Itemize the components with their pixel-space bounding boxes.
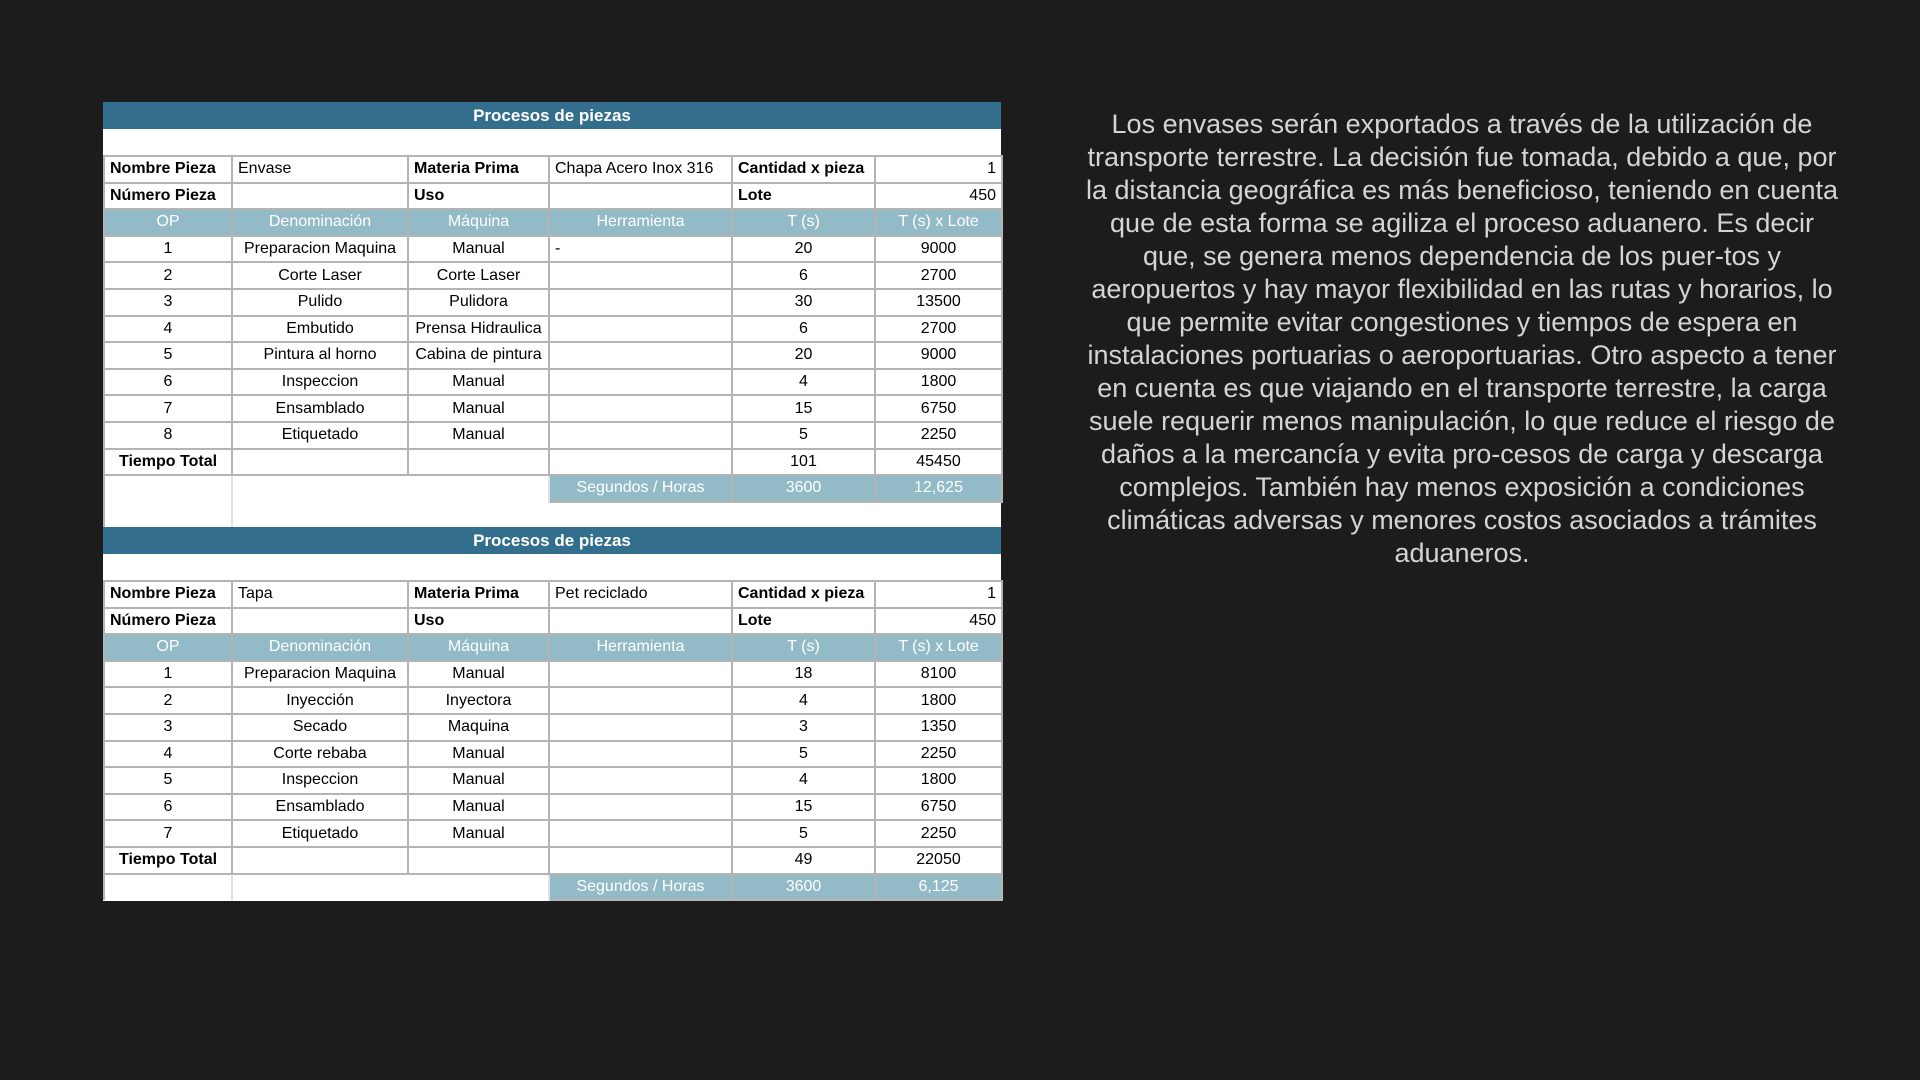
col-header-t-lote: T (s) x Lote xyxy=(875,209,1002,236)
info-row xyxy=(104,156,1002,183)
spacer xyxy=(103,129,1001,155)
cell-op: 8 xyxy=(104,422,232,449)
cell-op: 7 xyxy=(104,395,232,422)
cell-t: 6 xyxy=(732,262,875,289)
cell-denominacion: Corte rebaba xyxy=(232,741,408,768)
cell-denominacion: Embutido xyxy=(232,316,408,343)
empty-cell xyxy=(232,874,549,901)
cell-maquina: Manual xyxy=(408,661,549,688)
table-row xyxy=(104,741,1002,768)
table-row xyxy=(104,661,1002,688)
cell-op: 1 xyxy=(104,661,232,688)
numero-label: Número Pieza xyxy=(104,608,232,635)
table-row xyxy=(104,395,1002,422)
cell-t-lote: 13500 xyxy=(875,289,1002,316)
cell-denominacion: Etiquetado xyxy=(232,820,408,847)
cell-t: 4 xyxy=(732,687,875,714)
lote-label: Lote xyxy=(732,183,875,210)
table-row xyxy=(104,342,1002,369)
cell-herramienta xyxy=(549,262,732,289)
cell-op: 6 xyxy=(104,794,232,821)
empty-cell xyxy=(232,847,408,874)
cell-op: 3 xyxy=(104,714,232,741)
cell-herramienta xyxy=(549,422,732,449)
cell-t: 18 xyxy=(732,661,875,688)
cell-denominacion: Preparacion Maquina xyxy=(232,661,408,688)
cell-t: 4 xyxy=(732,767,875,794)
info-row xyxy=(104,608,1002,635)
lote-label: Lote xyxy=(732,608,875,635)
cell-maquina: Cabina de pintura xyxy=(408,342,549,369)
cell-t: 20 xyxy=(732,342,875,369)
cell-herramienta xyxy=(549,741,732,768)
cell-herramienta xyxy=(549,794,732,821)
col-header-herramienta: Herramienta xyxy=(549,209,732,236)
col-header-denominacion: Denominación xyxy=(232,634,408,661)
cell-maquina: Manual xyxy=(408,767,549,794)
empty-cell xyxy=(408,449,549,476)
cell-herramienta xyxy=(549,661,732,688)
cell-maquina: Manual xyxy=(408,369,549,396)
cell-op: 7 xyxy=(104,820,232,847)
cell-t-lote: 9000 xyxy=(875,236,1002,263)
lote-value: 450 xyxy=(875,183,1002,210)
cell-t: 15 xyxy=(732,395,875,422)
col-header-op: OP xyxy=(104,209,232,236)
table-row xyxy=(104,767,1002,794)
nombre-value: Tapa xyxy=(232,581,408,608)
cell-denominacion: Inspeccion xyxy=(232,369,408,396)
cell-op: 6 xyxy=(104,369,232,396)
cell-t-lote: 1800 xyxy=(875,767,1002,794)
cell-denominacion: Pulido xyxy=(232,289,408,316)
table-row xyxy=(104,289,1002,316)
materia-label: Materia Prima xyxy=(408,156,549,183)
table-row xyxy=(104,820,1002,847)
conversion-row xyxy=(104,874,1002,901)
cell-op: 5 xyxy=(104,342,232,369)
nombre-label: Nombre Pieza xyxy=(104,156,232,183)
total-row xyxy=(104,847,1002,874)
empty-cell xyxy=(104,475,232,502)
lote-value: 450 xyxy=(875,608,1002,635)
table-title: Procesos de piezas xyxy=(103,102,1001,129)
process-table-tapa xyxy=(103,527,1001,901)
conversion-hours: 12,625 xyxy=(875,475,1002,502)
table-title: Procesos de piezas xyxy=(103,527,1001,554)
cell-op: 2 xyxy=(104,687,232,714)
info-row xyxy=(104,183,1002,210)
cell-t-lote: 6750 xyxy=(875,395,1002,422)
col-header-maquina: Máquina xyxy=(408,634,549,661)
conversion-hours: 6,125 xyxy=(875,874,1002,901)
cell-maquina: Manual xyxy=(408,422,549,449)
spacer xyxy=(103,554,1001,580)
description-paragraph: Los envases serán exportados a través de la utilización de transporte terrestre. La decisión fue tomada, debido a que, por la distancia geográfica es más beneficioso, teniendo en cuenta que de esta forma se agiliza el proceso aduanero. Es decir que, se genera menos dependencia de los puer-tos y aeropuertos y hay mayor flexibilidad en las rutas y horarios, lo que permite evitar congestiones y tiempos de espera en instalaciones portuarias o aeroportuarias. Otro aspecto a tener en cuenta es que viajando en el transporte terrestre, la carga suele requerir menos manipulación, lo que reduce el riesgo de daños a la mercancía y evita pro-cesos de carga y descarga complejos. También hay menos exposición a condiciones climáticas adversas y menores costos asociados a trámites aduaneros. xyxy=(1086,109,1838,568)
empty-cell xyxy=(104,874,232,901)
spacer-row xyxy=(104,502,1002,529)
cell-herramienta xyxy=(549,369,732,396)
cell-herramienta xyxy=(549,395,732,422)
total-t-lote: 45450 xyxy=(875,449,1002,476)
materia-label: Materia Prima xyxy=(408,581,549,608)
total-t: 49 xyxy=(732,847,875,874)
cell-op: 2 xyxy=(104,262,232,289)
table-row xyxy=(104,369,1002,396)
total-t-lote: 22050 xyxy=(875,847,1002,874)
conversion-label: Segundos / Horas xyxy=(549,874,732,901)
cantidad-label: Cantidad x pieza xyxy=(732,156,875,183)
cell-maquina: Manual xyxy=(408,820,549,847)
cell-herramienta xyxy=(549,316,732,343)
column-header-row xyxy=(104,209,1002,236)
cell-t: 5 xyxy=(732,741,875,768)
table-row xyxy=(104,316,1002,343)
cell-maquina: Manual xyxy=(408,794,549,821)
process-grid xyxy=(103,580,1003,901)
cell-op: 4 xyxy=(104,316,232,343)
cell-herramienta xyxy=(549,767,732,794)
cell-t-lote: 2700 xyxy=(875,262,1002,289)
cell-maquina: Pulidora xyxy=(408,289,549,316)
cell-t-lote: 8100 xyxy=(875,661,1002,688)
conversion-row xyxy=(104,475,1002,502)
cell-t-lote: 2700 xyxy=(875,316,1002,343)
col-header-t-lote: T (s) x Lote xyxy=(875,634,1002,661)
info-row xyxy=(104,581,1002,608)
cell-herramienta xyxy=(549,820,732,847)
table-row xyxy=(104,262,1002,289)
empty-cell xyxy=(549,449,732,476)
process-grid xyxy=(103,155,1003,528)
uso-value xyxy=(549,183,732,210)
col-header-herramienta: Herramienta xyxy=(549,634,732,661)
empty-cell xyxy=(232,502,1002,529)
total-label: Tiempo Total xyxy=(104,449,232,476)
cell-t: 20 xyxy=(732,236,875,263)
cell-herramienta xyxy=(549,714,732,741)
cell-t: 3 xyxy=(732,714,875,741)
cell-op: 3 xyxy=(104,289,232,316)
cell-t-lote: 9000 xyxy=(875,342,1002,369)
empty-cell xyxy=(104,502,232,529)
cantidad-value: 1 xyxy=(875,156,1002,183)
cell-herramienta xyxy=(549,687,732,714)
table-row xyxy=(104,714,1002,741)
col-header-t: T (s) xyxy=(732,634,875,661)
conversion-label: Segundos / Horas xyxy=(549,475,732,502)
col-header-denominacion: Denominación xyxy=(232,209,408,236)
cell-denominacion: Inyección xyxy=(232,687,408,714)
cell-denominacion: Secado xyxy=(232,714,408,741)
cell-maquina: Corte Laser xyxy=(408,262,549,289)
nombre-label: Nombre Pieza xyxy=(104,581,232,608)
uso-value xyxy=(549,608,732,635)
cell-denominacion: Pintura al horno xyxy=(232,342,408,369)
uso-label: Uso xyxy=(408,183,549,210)
cell-denominacion: Ensamblado xyxy=(232,794,408,821)
cell-t: 30 xyxy=(732,289,875,316)
cell-denominacion: Ensamblado xyxy=(232,395,408,422)
materia-value: Pet reciclado xyxy=(549,581,732,608)
empty-cell xyxy=(408,847,549,874)
table-row xyxy=(104,422,1002,449)
cell-t: 15 xyxy=(732,794,875,821)
cell-denominacion: Corte Laser xyxy=(232,262,408,289)
cell-t: 6 xyxy=(732,316,875,343)
numero-value xyxy=(232,183,408,210)
cell-maquina: Inyectora xyxy=(408,687,549,714)
cell-maquina: Manual xyxy=(408,741,549,768)
table-row xyxy=(104,794,1002,821)
cell-t: 4 xyxy=(732,369,875,396)
column-header-row xyxy=(104,634,1002,661)
cell-denominacion: Preparacion Maquina xyxy=(232,236,408,263)
empty-cell xyxy=(232,475,549,502)
process-table-envase xyxy=(103,102,1001,528)
conversion-t: 3600 xyxy=(732,874,875,901)
cell-t: 5 xyxy=(732,422,875,449)
cell-op: 5 xyxy=(104,767,232,794)
uso-label: Uso xyxy=(408,608,549,635)
cell-op: 1 xyxy=(104,236,232,263)
cell-denominacion: Inspeccion xyxy=(232,767,408,794)
table-row xyxy=(104,687,1002,714)
cell-t-lote: 2250 xyxy=(875,741,1002,768)
cell-t-lote: 1800 xyxy=(875,369,1002,396)
total-row xyxy=(104,449,1002,476)
cell-t-lote: 2250 xyxy=(875,422,1002,449)
cell-maquina: Manual xyxy=(408,236,549,263)
cell-t-lote: 1350 xyxy=(875,714,1002,741)
cell-denominacion: Etiquetado xyxy=(232,422,408,449)
conversion-t: 3600 xyxy=(732,475,875,502)
col-header-maquina: Máquina xyxy=(408,209,549,236)
cell-maquina: Prensa Hidraulica xyxy=(408,316,549,343)
table-row xyxy=(104,236,1002,263)
materia-value: Chapa Acero Inox 316 xyxy=(549,156,732,183)
cell-herramienta xyxy=(549,289,732,316)
numero-value xyxy=(232,608,408,635)
col-header-op: OP xyxy=(104,634,232,661)
cell-t-lote: 6750 xyxy=(875,794,1002,821)
cell-t-lote: 2250 xyxy=(875,820,1002,847)
cell-herramienta: - xyxy=(549,236,732,263)
cell-maquina: Manual xyxy=(408,395,549,422)
cantidad-label: Cantidad x pieza xyxy=(732,581,875,608)
empty-cell xyxy=(232,449,408,476)
cell-t: 5 xyxy=(732,820,875,847)
cantidad-value: 1 xyxy=(875,581,1002,608)
empty-cell xyxy=(549,847,732,874)
total-t: 101 xyxy=(732,449,875,476)
col-header-t: T (s) xyxy=(732,209,875,236)
cell-maquina: Maquina xyxy=(408,714,549,741)
total-label: Tiempo Total xyxy=(104,847,232,874)
nombre-value: Envase xyxy=(232,156,408,183)
cell-t-lote: 1800 xyxy=(875,687,1002,714)
cell-herramienta xyxy=(549,342,732,369)
cell-op: 4 xyxy=(104,741,232,768)
numero-label: Número Pieza xyxy=(104,183,232,210)
